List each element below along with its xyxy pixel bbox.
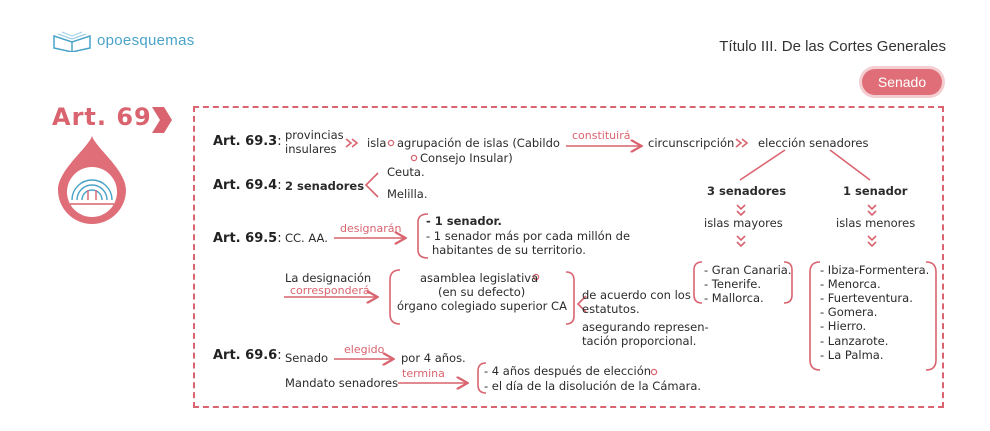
- art-69-3-label: [213, 134, 282, 149]
- agrupacion-text: agrupación de islas (Cabildo: [397, 136, 560, 150]
- organo-text: órgano colegiado superior CA: [397, 299, 567, 313]
- one-senator-item: - 1 senador.: [426, 214, 502, 228]
- one-senator-text: 1 senador: [843, 184, 908, 198]
- list-item: - Ibiza-Formentera.: [820, 263, 930, 277]
- art-69-5-text: Art. 69.5: [213, 231, 278, 246]
- designaran-verb: designarán: [340, 222, 402, 235]
- art-69-6-text: Art. 69.6: [213, 348, 278, 363]
- list-item: - Mallorca.: [704, 291, 764, 305]
- termina-item2: - el día de la disolución de la Cámara.: [484, 379, 702, 393]
- elegido-verb: elegido: [344, 343, 385, 356]
- senado-badge: Senado: [862, 69, 942, 95]
- list-item: - Lanzarote.: [820, 334, 889, 348]
- colon: :: [277, 134, 282, 149]
- ceuta-text: Ceuta.: [387, 165, 425, 179]
- anos-text: por 4 años.: [401, 351, 466, 365]
- list-item: - Hierro.: [820, 319, 867, 333]
- ccaa-text: CC. AA.: [285, 231, 328, 245]
- page-title: Título III. De las Cortes Generales: [719, 38, 946, 55]
- termina-verb: termina: [402, 367, 445, 380]
- islas-menores-text: islas menores: [836, 216, 916, 230]
- list-item: - Gran Canaria.: [704, 263, 792, 277]
- senado-text: Senado: [285, 351, 329, 365]
- asegurando-line1: asegurando represen-: [582, 320, 709, 334]
- insulares-text: insulares: [285, 142, 337, 156]
- colon: :: [277, 178, 282, 193]
- art-69-3-text: Art. 69.3: [213, 134, 278, 149]
- list-item: - Fuerteventura.: [820, 291, 913, 305]
- list-item: - Tenerife.: [704, 277, 762, 291]
- melilla-text: Melilla.: [387, 187, 428, 201]
- asamblea-text: asamblea legislativa: [420, 271, 539, 285]
- art-69-6-label: [213, 348, 282, 363]
- isla-text: isla: [367, 136, 387, 150]
- art-69-4-label: [213, 178, 282, 193]
- designacion-text: La designación: [285, 271, 372, 285]
- art-69-5-label: [213, 231, 282, 246]
- circunscripcion-text: circunscripción: [648, 136, 735, 150]
- provincias-text: provincias: [285, 128, 344, 142]
- colon: :: [277, 231, 282, 246]
- list-item: - Menorca.: [820, 277, 881, 291]
- list-item: - La Palma.: [820, 348, 884, 362]
- three-senators-text: 3 senadores: [707, 184, 787, 198]
- logo-text: opoesquemas: [97, 32, 195, 49]
- art-69-4-text: Art. 69.4: [213, 178, 278, 193]
- eleccion-text: elección senadores: [758, 136, 869, 150]
- acuerdo-line1: de acuerdo con los: [582, 288, 691, 302]
- item2-line1: - 1 senador más por cada millón de: [426, 229, 631, 243]
- defecto-text: (en su defecto): [438, 285, 526, 299]
- correspondera-verb: corresponderá: [290, 284, 370, 297]
- colon: :: [277, 348, 282, 363]
- consejo-text: Consejo Insular): [420, 151, 513, 165]
- acuerdo-line2: estatutos.: [582, 302, 640, 316]
- article-title: Art. 69: [52, 103, 152, 131]
- asegurando-line2: tación proporcional.: [582, 334, 697, 348]
- one-senator-item-text: 1 senador.: [434, 214, 502, 228]
- islas-mayores-text: islas mayores: [704, 216, 783, 230]
- constituira-verb: constituirá: [572, 129, 631, 142]
- termina-item1: - 4 años después de elección: [484, 364, 652, 378]
- two-senators-text: 2 senadores: [285, 179, 365, 193]
- list-item: - Gomera.: [820, 305, 878, 319]
- mandato-text: Mandato senadores: [285, 376, 399, 390]
- item2-line2: habitantes de su territorio.: [432, 243, 586, 257]
